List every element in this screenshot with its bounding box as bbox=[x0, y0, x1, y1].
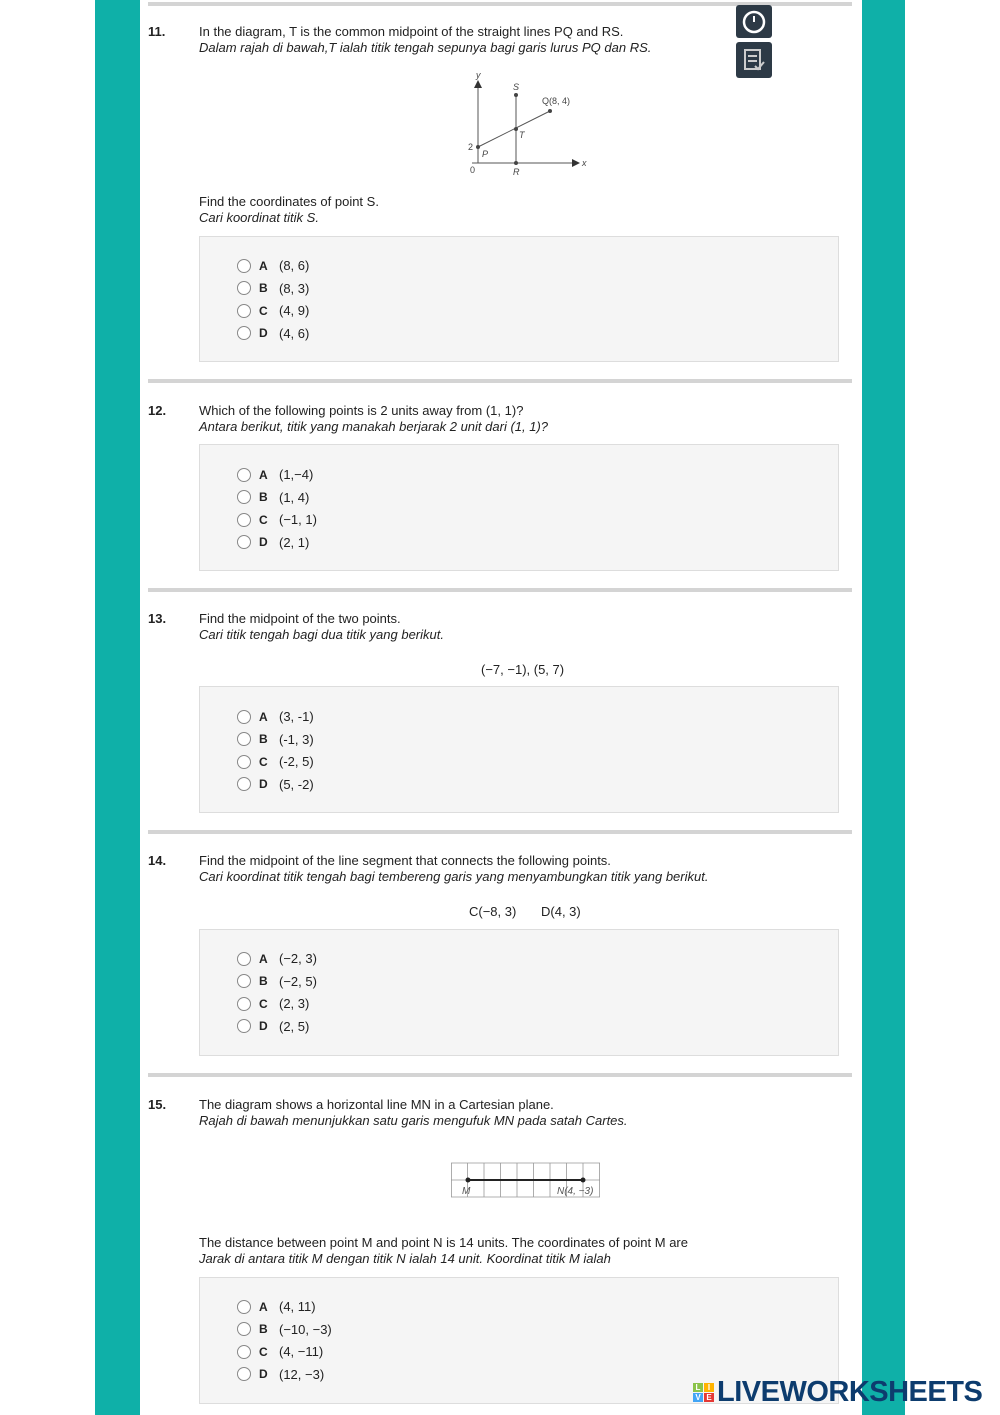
option-d[interactable] bbox=[237, 1367, 324, 1382]
left-margin-bar bbox=[95, 0, 140, 1415]
question-number: 15. bbox=[148, 1097, 167, 1112]
option-letter: D bbox=[259, 326, 268, 340]
question-text-my: Cari titik tengah bagi dua titik yang berikut. bbox=[199, 627, 444, 642]
point-c: C(−8, 3) bbox=[469, 904, 517, 919]
sub-text-my: Cari koordinat titik S. bbox=[199, 210, 319, 225]
option-letter: C bbox=[259, 303, 268, 318]
option-text: (-1, 3) bbox=[279, 731, 314, 747]
question-text-my: Rajah di bawah menunjukkan satu garis mengufuk MN pada satah Cartes. bbox=[199, 1113, 628, 1128]
svg-text:N(4, −3): N(4, −3) bbox=[557, 1186, 594, 1197]
question-text-my: Antara berikut, titik yang manakah berjarak 2 unit dari (1, 1)? bbox=[199, 419, 549, 434]
option-letter: B bbox=[259, 1322, 268, 1336]
option-letter: C bbox=[259, 996, 268, 1011]
svg-text:T: T bbox=[519, 130, 525, 140]
option-text: (8, 3) bbox=[279, 280, 310, 296]
option-c[interactable] bbox=[237, 1344, 323, 1359]
option-text: (−2, 5) bbox=[279, 973, 317, 989]
option-letter: B bbox=[259, 281, 268, 295]
option-text: (4, 6) bbox=[279, 325, 310, 341]
radio-button[interactable] bbox=[237, 974, 251, 988]
option-text: (2, 1) bbox=[279, 534, 310, 550]
option-letter: A bbox=[259, 951, 268, 966]
right-margin-bar bbox=[862, 0, 905, 1415]
svg-text:0: 0 bbox=[470, 165, 476, 175]
given-points: (−7, −1), (5, 7) bbox=[481, 662, 565, 677]
question-text-en: Find the midpoint of the two points. bbox=[199, 611, 401, 626]
option-letter: D bbox=[259, 535, 268, 549]
option-c[interactable] bbox=[237, 996, 309, 1011]
option-text: (4, −11) bbox=[279, 1344, 324, 1359]
radio-button[interactable] bbox=[237, 1345, 251, 1359]
option-text: (8, 6) bbox=[279, 258, 310, 273]
option-d[interactable] bbox=[237, 535, 309, 550]
option-d[interactable] bbox=[237, 777, 314, 792]
sub-text-my: Jarak di antara titik M dengan titik N ialah 14 unit. Koordinat titik M ialah bbox=[199, 1251, 611, 1266]
logo-text: LIVEWORKSHEETS bbox=[717, 1376, 983, 1408]
option-letter: C bbox=[259, 1344, 268, 1359]
radio-button[interactable] bbox=[237, 755, 251, 769]
option-letter: A bbox=[259, 258, 268, 273]
radio-button[interactable] bbox=[237, 535, 251, 549]
option-text: (4, 11) bbox=[279, 1299, 316, 1314]
question-number: 12. bbox=[148, 403, 167, 418]
divider bbox=[148, 1073, 852, 1077]
radio-button[interactable] bbox=[237, 997, 251, 1011]
radio-button[interactable] bbox=[237, 513, 251, 527]
radio-button[interactable] bbox=[237, 1367, 251, 1381]
option-a[interactable] bbox=[237, 709, 314, 724]
timer-button[interactable] bbox=[736, 5, 772, 38]
logo-badge: L bbox=[693, 1383, 703, 1392]
option-text: (−2, 3) bbox=[279, 951, 317, 966]
radio-button[interactable] bbox=[237, 490, 251, 504]
option-letter: C bbox=[259, 754, 268, 769]
question-text-my: Dalam rajah di bawah,T ialah titik tengah sepunya bagi garis lurus PQ dan RS. bbox=[199, 40, 652, 55]
option-a[interactable] bbox=[237, 1299, 316, 1314]
option-a[interactable] bbox=[237, 467, 313, 482]
option-letter: B bbox=[259, 732, 268, 746]
radio-button[interactable] bbox=[237, 1300, 251, 1314]
options-box bbox=[199, 236, 839, 362]
radio-button[interactable] bbox=[237, 732, 251, 746]
logo-badge: E bbox=[704, 1393, 714, 1402]
svg-text:Q(8, 4): Q(8, 4) bbox=[542, 96, 571, 106]
radio-button[interactable] bbox=[237, 952, 251, 966]
option-a[interactable] bbox=[237, 258, 309, 273]
question-number: 11. bbox=[148, 24, 166, 39]
radio-button[interactable] bbox=[237, 1322, 251, 1336]
option-letter: C bbox=[259, 512, 268, 527]
radio-button[interactable] bbox=[237, 710, 251, 724]
logo-badge: V bbox=[693, 1393, 703, 1402]
option-text: (−10, −3) bbox=[279, 1321, 332, 1337]
question-number: 13. bbox=[148, 611, 167, 626]
question-number: 14. bbox=[148, 853, 167, 868]
option-text: (1,−4) bbox=[279, 467, 314, 482]
option-letter: D bbox=[259, 1367, 268, 1381]
liveworksheets-logo bbox=[693, 1376, 982, 1409]
question-text-en: Find the midpoint of the line segment that connects the following points. bbox=[199, 853, 611, 868]
option-c[interactable] bbox=[237, 754, 314, 769]
option-a[interactable] bbox=[237, 951, 317, 966]
option-letter: D bbox=[259, 1019, 268, 1033]
logo-badge: I bbox=[704, 1383, 714, 1392]
option-letter: A bbox=[259, 1299, 268, 1314]
radio-button[interactable] bbox=[237, 326, 251, 340]
option-letter: B bbox=[259, 974, 268, 988]
option-letter: D bbox=[259, 777, 268, 791]
option-text: (3, -1) bbox=[279, 709, 314, 724]
question-text-en: Which of the following points is 2 units away from (1, 1)? bbox=[199, 403, 524, 418]
option-text: (4, 9) bbox=[279, 303, 310, 318]
option-text: (−1, 1) bbox=[279, 512, 317, 527]
divider bbox=[148, 830, 852, 834]
svg-text:2: 2 bbox=[468, 142, 474, 152]
option-b[interactable] bbox=[237, 490, 309, 505]
options-box bbox=[199, 686, 839, 813]
option-text: (5, -2) bbox=[279, 776, 314, 792]
option-letter: A bbox=[259, 709, 268, 724]
divider bbox=[148, 379, 852, 383]
radio-button[interactable] bbox=[237, 281, 251, 295]
options-box bbox=[199, 929, 839, 1056]
option-letter: B bbox=[259, 490, 268, 504]
option-c[interactable] bbox=[237, 303, 309, 318]
option-text: (2, 3) bbox=[279, 996, 310, 1011]
radio-button[interactable] bbox=[237, 468, 251, 482]
point-d: D(4, 3) bbox=[541, 904, 581, 919]
radio-button[interactable] bbox=[237, 259, 251, 273]
radio-button[interactable] bbox=[237, 777, 251, 791]
sub-text-en: Find the coordinates of point S. bbox=[199, 194, 379, 209]
check-answers-button[interactable] bbox=[736, 42, 772, 78]
svg-text:x: x bbox=[582, 158, 587, 168]
svg-text:S: S bbox=[513, 82, 520, 92]
radio-button[interactable] bbox=[237, 304, 251, 318]
option-b[interactable] bbox=[237, 732, 314, 747]
question-text-en: The diagram shows a horizontal line MN in a Cartesian plane. bbox=[199, 1097, 554, 1112]
divider bbox=[148, 588, 852, 592]
diagram-midpoint bbox=[460, 68, 600, 180]
option-d[interactable] bbox=[237, 326, 309, 341]
option-text: (2, 5) bbox=[279, 1018, 310, 1034]
diagram-line-mn bbox=[451, 1162, 601, 1200]
sub-text-en: The distance between point M and point N is 14 units. The coordinates of point M are bbox=[199, 1235, 688, 1250]
option-text: (-2, 5) bbox=[279, 754, 314, 769]
option-b[interactable] bbox=[237, 974, 317, 989]
options-box bbox=[199, 444, 839, 571]
radio-button[interactable] bbox=[237, 1019, 251, 1033]
option-b[interactable] bbox=[237, 1322, 332, 1337]
svg-text:R: R bbox=[513, 167, 520, 177]
option-b[interactable] bbox=[237, 281, 309, 296]
question-text-en: In the diagram, T is the common midpoint of the straight lines PQ and RS. bbox=[199, 24, 624, 39]
svg-text:P: P bbox=[482, 149, 489, 159]
option-letter: A bbox=[259, 467, 268, 482]
option-text: (1, 4) bbox=[279, 489, 310, 505]
question-text-my: Cari koordinat titik tengah bagi tembereng garis yang menyambungkan titik yang berikut. bbox=[199, 869, 709, 884]
svg-text:y: y bbox=[476, 70, 481, 80]
svg-text:M: M bbox=[462, 1186, 471, 1197]
option-text: (12, −3) bbox=[279, 1366, 325, 1382]
option-c[interactable] bbox=[237, 512, 317, 527]
option-d[interactable] bbox=[237, 1019, 309, 1034]
